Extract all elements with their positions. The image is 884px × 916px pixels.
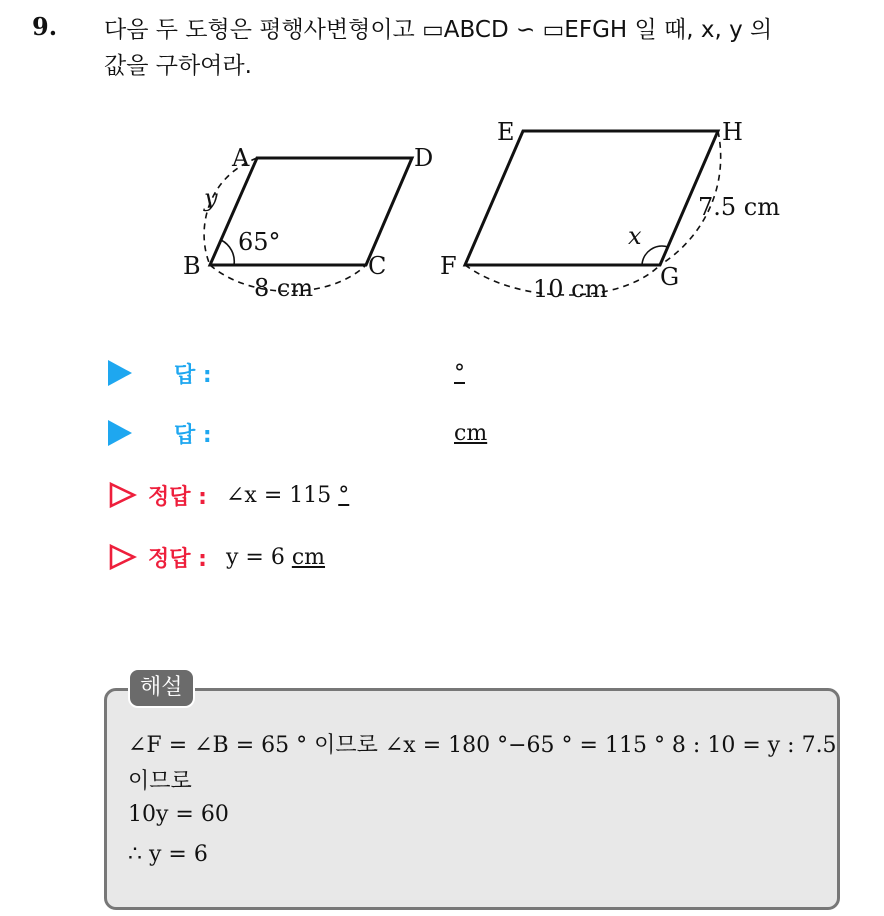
- vertex-d: D: [414, 144, 434, 172]
- answer-label-2: 답 :: [174, 422, 212, 448]
- side-label-7-5cm: 7.5 cm: [698, 193, 780, 221]
- angle-label-x: x: [628, 222, 642, 250]
- answer-row-2: [108, 416, 488, 450]
- question-number: 9.: [32, 12, 58, 41]
- vertex-g: G: [660, 263, 680, 291]
- vertex-e: E: [497, 118, 515, 146]
- correct-row-2: [108, 540, 326, 574]
- correct-expr-2: y = 6: [226, 544, 292, 570]
- base-label-10cm: 10 cm: [533, 275, 608, 303]
- outline-triangle-icon: [108, 481, 138, 509]
- parallelogram-figure: [0, 0, 884, 320]
- base-label-8cm: 8 cm: [254, 274, 314, 302]
- correct-row-1: [108, 478, 350, 512]
- correct-value-2: [226, 545, 325, 570]
- solution-line-1: ∠F = ∠B = 65 ° 이므로 ∠x = 180 °−65 ° = 115 ° 8 : 10 = y : 7.5: [128, 733, 837, 758]
- correct-unit-1: °: [338, 482, 350, 508]
- solution-line-2: 이므로: [128, 769, 192, 794]
- angle-label-65: 65°: [238, 228, 281, 256]
- solution-box: [104, 688, 840, 910]
- vertex-f: F: [440, 252, 457, 280]
- vertex-a: A: [232, 144, 250, 172]
- solution-line-4: ∴ y = 6: [128, 842, 208, 867]
- play-arrow-icon: [108, 360, 132, 386]
- answer-unit-2[interactable]: cm: [454, 420, 488, 446]
- question-line-1: 다음 두 도형은 평행사변형이고 ▭ABCD ∽ ▭EFGH 일 때, x, y 의: [104, 17, 773, 43]
- correct-label-2: 정답 :: [148, 546, 207, 572]
- question-line-2: 값을 구하여라.: [104, 53, 252, 79]
- correct-value-1: [226, 483, 349, 508]
- answer-label-1: 답 :: [174, 362, 212, 388]
- angle-arc-b: [221, 240, 234, 265]
- parallelogram-efgh: [465, 131, 718, 265]
- vertex-c: C: [368, 252, 387, 280]
- solution-line-3: 10y = 60: [128, 802, 229, 827]
- correct-label-1: 정답 :: [148, 484, 207, 510]
- side-label-y: y: [204, 184, 218, 212]
- vertex-h: H: [722, 118, 743, 146]
- correct-expr-1: ∠x = 115: [226, 482, 339, 508]
- correct-unit-2: cm: [291, 544, 326, 570]
- answer-row-1: [108, 356, 465, 390]
- play-arrow-icon: [108, 420, 132, 446]
- vertex-b: B: [183, 252, 201, 280]
- solution-tag: 해설: [128, 668, 195, 708]
- answer-unit-1[interactable]: °: [454, 360, 465, 386]
- outline-triangle-icon: [108, 543, 138, 571]
